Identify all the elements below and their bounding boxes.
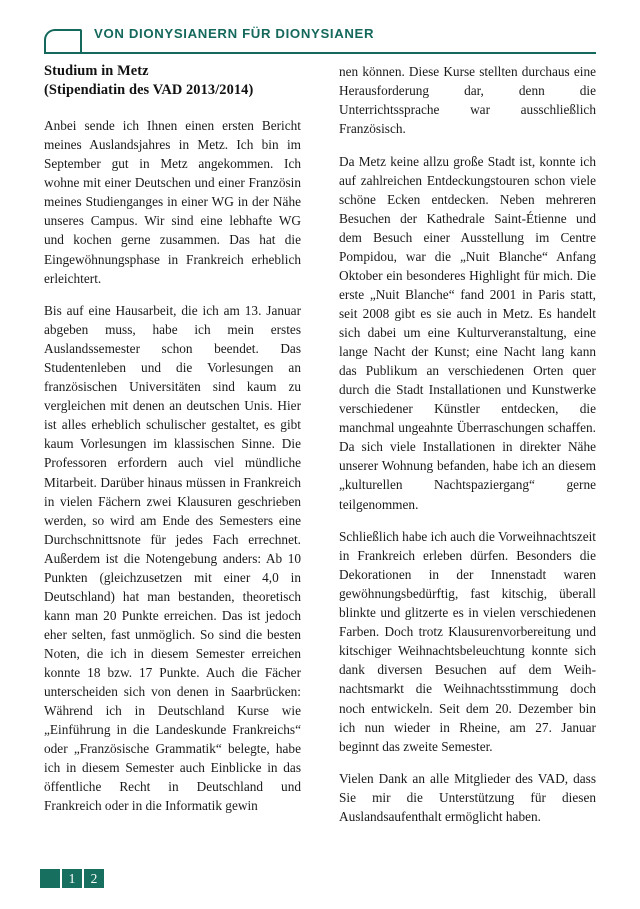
bracket-ornament-icon xyxy=(44,29,82,53)
folio-digit-second: 2 xyxy=(84,869,104,888)
paragraph: Schließlich habe ich auch die Vorweihnachtszeit in Frankreich erleben dürfen. Besonders die Dekorationen in der Innenstadt waren gewöhnungsbedürftig, fast kitschig, überall blinkte und glitzerte es in vielen verschiedenen Farben. Doch trotz Klausurenvorbereitung und kitschiger Weihnachtsbeleuchtung konnte sich dank diversen Besuchen auf dem Weihnachtsmarkt die Weihnachtsstimmung doch noch entwickeln. Seit dem 20. Dezember bin ich nun wieder in Rheine, am 27. Januar beginnt das zweite Semester. xyxy=(339,529,596,754)
page-title xyxy=(44,62,301,99)
folio-digit-first: 1 xyxy=(62,869,82,888)
right-column xyxy=(339,62,596,826)
article-columns xyxy=(44,62,596,826)
running-head xyxy=(44,26,596,60)
running-head-title: VON DIONYSIANERN FÜR DIONYSIANER xyxy=(94,26,375,41)
left-column xyxy=(44,62,301,826)
page-folio xyxy=(40,869,104,888)
folio-ornament-block xyxy=(40,869,60,888)
article-title-main: Studium in Metz xyxy=(44,63,149,79)
running-head-rule xyxy=(44,52,596,54)
paragraph: Vielen Dank an alle Mitglieder des VAD, dass Sie mir die Unterstützung für diesen Auslandsaufenthalt ermöglicht haben. xyxy=(339,771,596,825)
article-subtitle: (Stipendiatin des VAD 2013/2014) xyxy=(44,81,254,98)
paragraph: Da Metz keine allzu große Stadt ist, konnte ich auf zahlreichen Entdeckungstouren schon viele schöne Ecken entdecken. Neben mehreren Besuchen der Kathedrale Saint-Étienne und dem Besuch einer Ausstellung im Centre Pompidou, war die „Nuit Blanche“ Anfang Oktober ein besonderes Highlight für mich. Die erste „Nuit Blanche“ fand 2001 in Paris statt, seit 2008 gibt es sie auch in Metz. Es handelt sich dabei um eine Kulturveranstaltung, eine lange Nacht der Kunst; eine Nacht lang kann das Publikum an verschiedenen Orten quer durch die Stadt Installationen und Kunstwerke verschiedener Künstler entdecken, die manchmal ungeahnte Überraschungen schaffen. Da sich viele Installationen in direkter Nähe unserer Wohnung befanden, habe ich an diesem „kulturellen Nachtspaziergang“ gerne teilgenommen. xyxy=(339,153,596,512)
paragraph: nen können. Diese Kurse stellten durchaus eine Herausforderung dar, denn die Unterrichtssprache war ausschließlich Französisch. xyxy=(339,64,596,137)
paragraph: Bis auf eine Hausarbeit, die ich am 13. Januar abgeben muss, habe ich mein erstes Auslandssemester schon beendet. Das Studentenleben und die Vorlesungen an französischen Universitäten sind kaum zu vergleichen mit denen an deutschen Unis. Hier ist alles erheblich schulischer gestaltet, es gibt kaum Vorlesungen im klassischen Sinne. Die Professoren erfordern auch viel mündliche Mitarbeit. Darüber hinaus müssen in Frankreich in vielen Fächern zwei Klausuren geschrieben werden, so wird am Ende des Semesters eine Durchschnittsnote für jedes Fach errechnet. Außerdem ist die Notengebung anders: Ab 10 Punkten (gleichzusetzen mit einer 4,0 in Deutschland) hat man bestanden, theoretisch kann man 20 Punkte erreichen. Das ist jedoch eher selten, fast unmöglich. So sind die besten Noten, die ich in diesem Semester erreichen konnte 18 bzw. 17 Punkte. Auch die Fächer unterscheiden sich von denen in Saarbrücken: Während ich in Deutschland Kurse wie „Einführung in die Landeskunde Frankreichs“ oder „Französische Grammatik“ belegte, habe ich in diesem Semester auch Einblicke in das öffentliche Recht in Deutschland und Frankreich oder in die Informatik gewin xyxy=(44,303,301,814)
paragraph: Anbei sende ich Ihnen einen ersten Bericht meines Auslandsjahres in Metz. Ich bin im September gut in Metz angekommen. Ich wohne mit einer Deutschen und einer Französin meines Studienganges in einer WG in der Nähe unseres Campus. Wir sind eine lebhafte WG und kochen gerne zusammen. Das hat die Eingewöhnungsphase in Frankreich erheblich erleichtert. xyxy=(44,118,301,286)
